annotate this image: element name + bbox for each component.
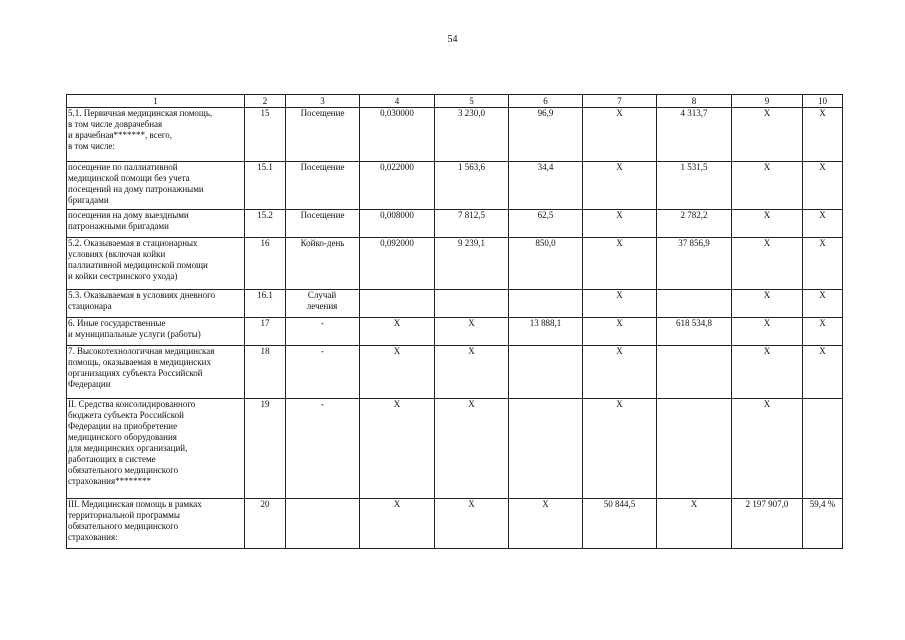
row-name: 5.1. Первичная медицинская помощь, в том числе доврачебная и врачебная*******, всего, в том числе: (67, 108, 245, 162)
row-value-col10: Х (803, 162, 843, 210)
row-value-col6: 96,9 (509, 108, 583, 162)
row-value-col4: 0,022000 (360, 162, 435, 210)
data-table (66, 94, 843, 549)
row-value-col8 (657, 290, 732, 318)
table-row (67, 399, 843, 499)
row-value-col7: Х (583, 290, 657, 318)
row-name: III. Медицинская помощь в рамках территориальной программы обязательного медицинского страхования: (67, 499, 245, 549)
row-line-number: 18 (245, 346, 286, 399)
row-value-col7: Х (583, 108, 657, 162)
row-name: 5.3. Оказываемая в условиях дневного стационара (67, 290, 245, 318)
row-unit: - (286, 318, 360, 346)
row-value-col6 (509, 399, 583, 499)
row-name: 6. Иные государственные и муниципальные услуги (работы) (67, 318, 245, 346)
row-value-col8: 4 313,7 (657, 108, 732, 162)
table-header-row (67, 95, 843, 108)
row-value-col6 (509, 290, 583, 318)
row-value-col4: 0,030000 (360, 108, 435, 162)
row-unit: Посещение (286, 162, 360, 210)
row-value-col9: Х (732, 290, 803, 318)
row-unit: Случай лечения (286, 290, 360, 318)
row-value-col8: 1 531,5 (657, 162, 732, 210)
row-value-col8 (657, 346, 732, 399)
row-line-number: 19 (245, 399, 286, 499)
row-value-col9: Х (732, 238, 803, 290)
row-value-col5: Х (435, 499, 509, 549)
row-value-col10: Х (803, 346, 843, 399)
column-header: 6 (509, 95, 583, 108)
row-value-col8 (657, 399, 732, 499)
row-line-number: 16.1 (245, 290, 286, 318)
column-header: 10 (803, 95, 843, 108)
row-unit: - (286, 399, 360, 499)
row-value-col10: Х (803, 108, 843, 162)
row-value-col5: 3 230,0 (435, 108, 509, 162)
row-value-col8: 2 782,2 (657, 210, 732, 238)
row-value-col9: Х (732, 162, 803, 210)
row-value-col9: Х (732, 210, 803, 238)
row-line-number: 15.1 (245, 162, 286, 210)
row-value-col8: 37 856,9 (657, 238, 732, 290)
row-line-number: 16 (245, 238, 286, 290)
row-line-number: 17 (245, 318, 286, 346)
row-value-col8: Х (657, 499, 732, 549)
column-header: 7 (583, 95, 657, 108)
row-unit (286, 499, 360, 549)
row-value-col7: Х (583, 399, 657, 499)
table-row (67, 318, 843, 346)
row-value-col7: Х (583, 346, 657, 399)
row-value-col5: 1 563,6 (435, 162, 509, 210)
row-value-col10: Х (803, 290, 843, 318)
row-value-col9: Х (732, 318, 803, 346)
row-value-col7: Х (583, 162, 657, 210)
column-header: 4 (360, 95, 435, 108)
row-value-col4: 0,008000 (360, 210, 435, 238)
row-unit: Койко-день (286, 238, 360, 290)
row-value-col5: Х (435, 318, 509, 346)
row-value-col6: 62,5 (509, 210, 583, 238)
page-number: 54 (447, 34, 458, 45)
table-row (67, 162, 843, 210)
row-value-col4: Х (360, 499, 435, 549)
table-row (67, 108, 843, 162)
row-value-col10: 59,4 % (803, 499, 843, 549)
row-value-col7: Х (583, 238, 657, 290)
row-value-col6: 13 888,1 (509, 318, 583, 346)
row-value-col8: 618 534,8 (657, 318, 732, 346)
row-value-col5: Х (435, 346, 509, 399)
row-value-col6: 850,0 (509, 238, 583, 290)
row-name: 7. Высокотехнологичная медицинская помощь, оказываемая в медицинских организациях субъекта Российской Федерации (67, 346, 245, 399)
row-value-col10: Х (803, 318, 843, 346)
row-value-col4: Х (360, 346, 435, 399)
row-value-col10: Х (803, 210, 843, 238)
row-value-col6: Х (509, 499, 583, 549)
row-line-number: 15.2 (245, 210, 286, 238)
column-header: 9 (732, 95, 803, 108)
row-value-col7: Х (583, 318, 657, 346)
row-name: II. Средства консолидированного бюджета субъекта Российской Федерации на приобретение медицинского оборудования для медицинских организаций, работающих в системе обязательного медицинского страхования******** (67, 399, 245, 499)
row-value-col7: 50 844,5 (583, 499, 657, 549)
row-value-col6 (509, 346, 583, 399)
column-header: 1 (67, 95, 245, 108)
column-header: 3 (286, 95, 360, 108)
row-unit: Посещение (286, 108, 360, 162)
column-header: 2 (245, 95, 286, 108)
row-line-number: 15 (245, 108, 286, 162)
row-unit: Посещение (286, 210, 360, 238)
row-value-col9: Х (732, 346, 803, 399)
row-value-col9: Х (732, 108, 803, 162)
table-row (67, 346, 843, 399)
row-value-col9: Х (732, 399, 803, 499)
row-value-col4 (360, 290, 435, 318)
column-header: 5 (435, 95, 509, 108)
column-header: 8 (657, 95, 732, 108)
row-value-col5 (435, 290, 509, 318)
row-value-col10: Х (803, 238, 843, 290)
table-row (67, 499, 843, 549)
row-value-col5: 7 812,5 (435, 210, 509, 238)
row-name: посещение по паллиативной медицинской помощи без учета посещений на дому патронажными бригадами (67, 162, 245, 210)
row-value-col6: 34,4 (509, 162, 583, 210)
row-name: 5.2. Оказываемая в стационарных условиях (включая койки паллиативной медицинской помощи и койки сестринского ухода) (67, 238, 245, 290)
table-row (67, 238, 843, 290)
table-row (67, 210, 843, 238)
row-value-col4: Х (360, 399, 435, 499)
row-name: посещения на дому выездными патронажными бригадами (67, 210, 245, 238)
row-value-col7: Х (583, 210, 657, 238)
row-value-col4: Х (360, 318, 435, 346)
row-value-col9: 2 197 907,0 (732, 499, 803, 549)
table-row (67, 290, 843, 318)
row-line-number: 20 (245, 499, 286, 549)
row-value-col5: Х (435, 399, 509, 499)
row-value-col10 (803, 399, 843, 499)
row-value-col4: 0,092000 (360, 238, 435, 290)
row-unit: - (286, 346, 360, 399)
row-value-col5: 9 239,1 (435, 238, 509, 290)
